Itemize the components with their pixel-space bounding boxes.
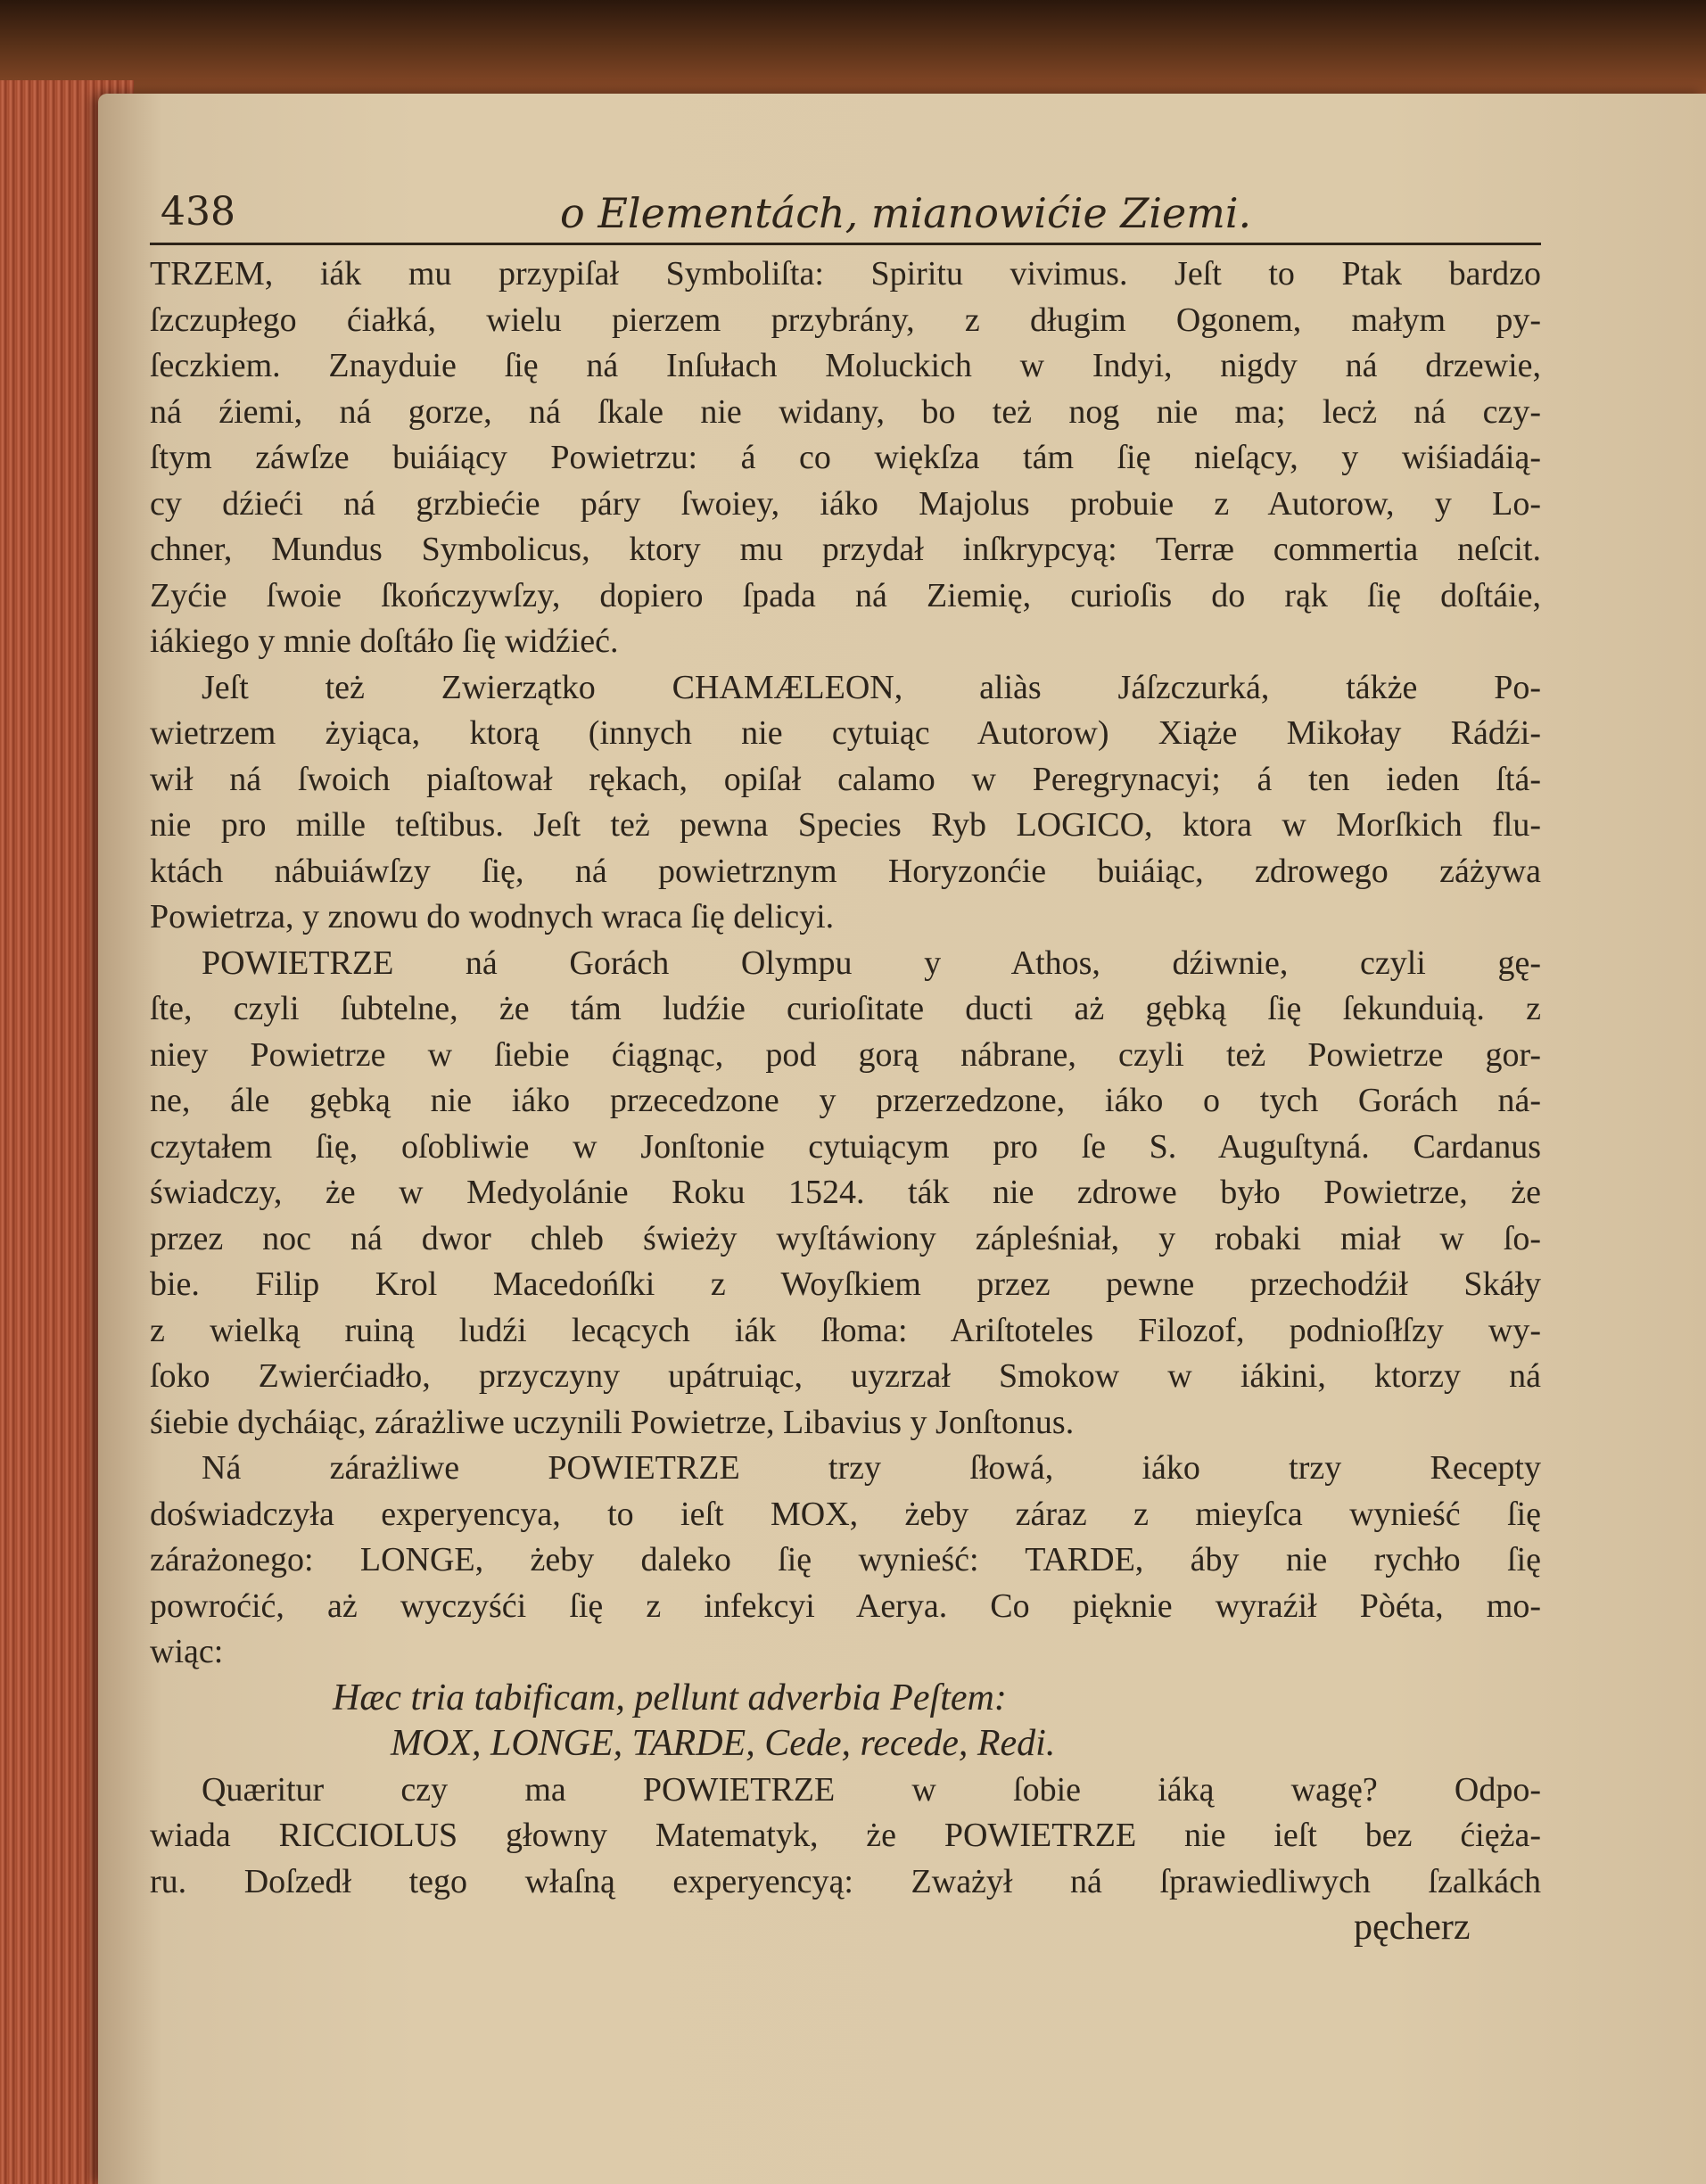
- catchword: pęcherz: [1354, 1907, 1471, 1948]
- text-line: śiebie dycháiąc, zárażliwe uczynili Powietrze, Libavius y Jonſtonus.: [150, 1403, 1075, 1441]
- text-line: przez noc ná dwor chleb świeży wyſtáwiony zápleśniał, y robaki miał w ſo-: [150, 1219, 1541, 1257]
- body-text: [150, 251, 1541, 1951]
- running-head: o Elementách, mianowićie Ziemi.: [560, 189, 1252, 237]
- text-line: czytałem ſię, oſobliwie w Jonſtonie cytuiącym pro ſe S. Auguſtyná. Cardanus: [150, 1127, 1541, 1166]
- text-line: ná źiemi, ná gorze, ná ſkale nie widany, bo też nog nie ma; lecż ná czy-: [150, 392, 1541, 431]
- text-line: ſtym záwſze buiáiący Powietrzu: á co więkſza tám ſię nieſący, y wiśiadáią-: [150, 439, 1541, 476]
- text-line: POWIETRZE ná Gorách Olympu y Athos, dźiwnie, czyli gę-: [202, 944, 1541, 982]
- text-line: Quæritur czy ma POWIETRZE w ſobie iáką wagę? Odpo-: [202, 1770, 1541, 1809]
- text-line: iákiego y mnie doſtáło ſię widźieć.: [150, 622, 619, 660]
- text-line: wietrzem żyiąca, ktorą (innych nie cytuiąc Autorow) Xiąże Mikołay Rádźi-: [150, 714, 1541, 752]
- text-line: Jeſt też Zwierzątko CHAMÆLEON, aliàs Jáſzczurká, tákże Po-: [202, 668, 1541, 706]
- text-line: Zyćie ſwoie ſkończywſzy, dopiero ſpada ná Ziemię, curioſis do rąk ſię doſtáie,: [150, 576, 1541, 614]
- text-line: ſzczupłego ćiałká, wielu pierzem przybrány, z długim Ogonem, małym py-: [150, 301, 1541, 339]
- text-line: z wielką ruiną ludźi lecących iák ſłoma: Ariſtoteles Filozof, podnioſłſzy wy-: [150, 1311, 1541, 1349]
- verse-line: Hæc tria tabificam, pellunt adverbia Peſtem:: [333, 1677, 1007, 1718]
- text-line: ſoko Zwierćiadło, przyczyny upátruiąc, uyzrzał Smokow w iákini, ktorzy ná: [150, 1357, 1541, 1395]
- text-line: Ná zárażliwe POWIETRZE trzy ſłowá, iáko trzy Recepty: [202, 1449, 1541, 1487]
- text-line: ru. Doſzedł tego właſną experyencyą: Zważył ná ſprawiedliwych ſzalkách: [150, 1862, 1541, 1900]
- text-line: zárażonego: LONGE, żeby daleko ſię wynieść: TARDE, áby nie rychło ſię: [150, 1541, 1541, 1578]
- text-line: TRZEM, iák mu przypiſał Symboliſta: Spiritu vivimus. Jeſt to Ptak bardzo: [150, 255, 1541, 293]
- text-line: Powietrza, y znowu do wodnych wraca ſię delicyi.: [150, 898, 835, 935]
- text-line: wiąc:: [150, 1633, 224, 1670]
- text-line: cy dźieći ná grzbiećie páry ſwoiey, iáko Majolus probuie z Autorow, y Lo-: [150, 484, 1541, 523]
- text-line: ne, ále gębką nie iáko przecedzone y przerzedzone, iáko o tych Gorách ná-: [150, 1082, 1541, 1119]
- text-line: ſeczkiem. Znayduie ſię ná Inſułach Moluckich w Indyi, nigdy ná drzewie,: [150, 347, 1541, 384]
- text-line: doświadczyła experyencya, to ieſt MOX, żeby záraz z mieyſca wynieść ſię: [150, 1495, 1541, 1533]
- verse-line: MOX, LONGE, TARDE, Cede, recede, Redi.: [391, 1723, 1056, 1764]
- text-line: wił ná ſwoich piaſtował rękach, opiſał calamo w Peregrynacyi; á ten ieden ſtá-: [150, 760, 1541, 798]
- page-header: [150, 189, 1541, 245]
- text-line: świadczy, że w Medyolánie Roku 1524. ták nie zdrowe było Powietrze, że: [150, 1174, 1541, 1211]
- page-number: 438: [161, 189, 235, 235]
- text-line: wiada RICCIOLUS głowny Matematyk, że POWIETRZE nie ieſt bez ćięża-: [150, 1817, 1541, 1854]
- text-line: nie pro mille teſtibus. Jeſt też pewna Species Ryb LOGICO, ktora w Morſkich flu-: [150, 806, 1541, 844]
- text-line: ktách nábuiáwſzy ſię, ná powietrznym Horyzonćie buiáiąc, zdrowego záżywa: [150, 852, 1541, 890]
- text-line: ſte, czyli ſubtelne, że tám ludźie curioſitate ducti aż gębką ſię ſekunduią. z: [150, 990, 1541, 1027]
- text-line: chner, Mundus Symbolicus, ktory mu przydał inſkrypcyą: Terræ commertia neſcit.: [150, 531, 1541, 568]
- text-line: powroćić, aż wyczyśći ſię z infekcyi Aerya. Co pięknie wyraźił Pòéta, mo-: [150, 1586, 1541, 1625]
- text-line: niey Powietrze w ſiebie ćiągnąc, pod gorą nábrane, czyli też Powietrze gor-: [150, 1035, 1541, 1074]
- text-line: bie. Filip Krol Macedońſki z Woyſkiem przez pewne przechodźił Skáły: [150, 1265, 1541, 1303]
